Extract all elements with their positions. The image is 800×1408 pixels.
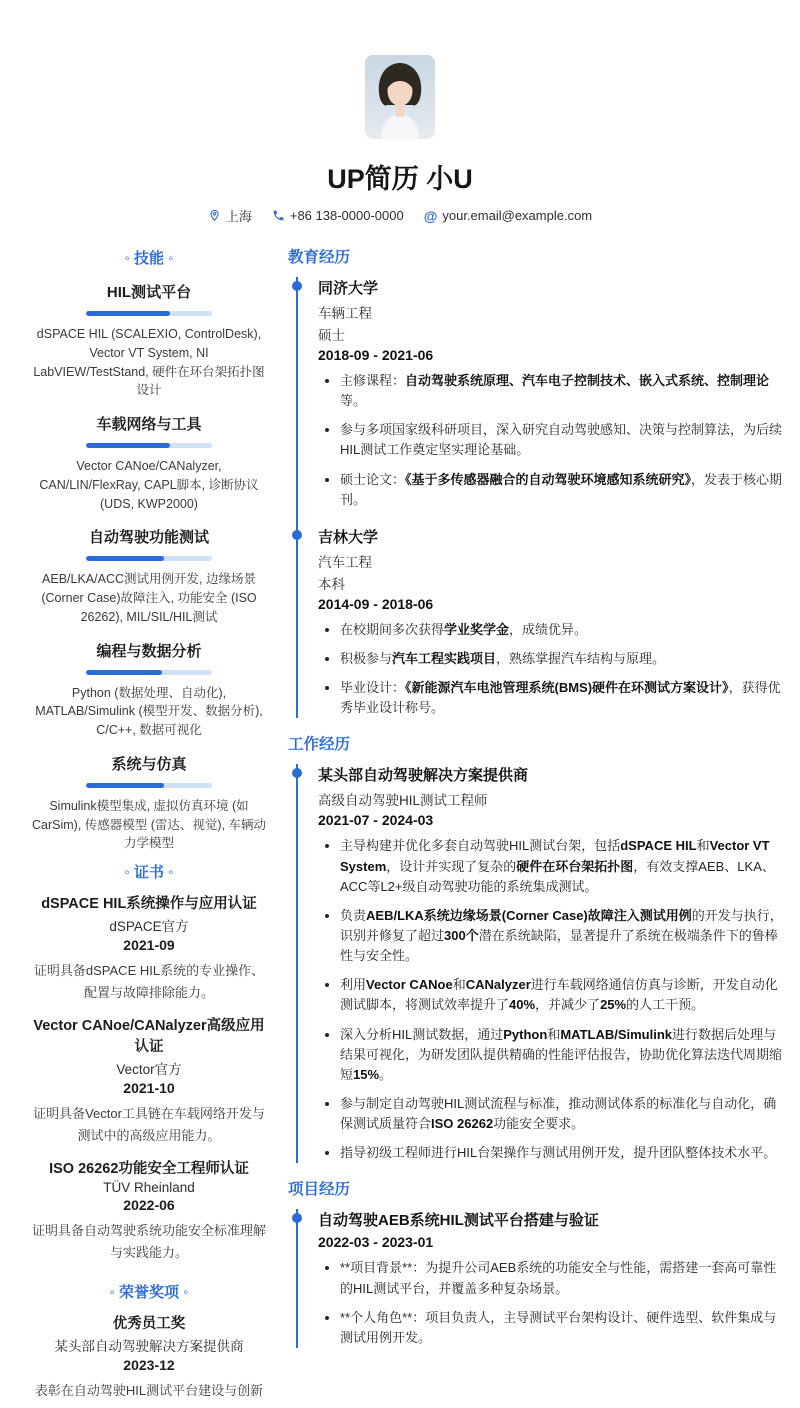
skill-description: Python (数据处理、自动化), MATLAB/Simulink (模型开发、数据分析), C/C++, 数据可视化 (35, 685, 263, 737)
entry-date: 2021-07 - 2024-03 (318, 812, 434, 829)
bullet-item: • 积极参与汽车工程实践项目，熟练掌握汽车结构与原理。 (340, 649, 785, 669)
entry-title: 某头部自动驾驶解决方案提供商 (318, 767, 529, 785)
certs-item (30, 892, 268, 1004)
awards-item-description: 表彰在自动驾驶HIL测试平台建设与创新 (34, 1382, 264, 1398)
skill-name: 系统与仿真 (111, 755, 187, 773)
contact-text: your.email@example.com (442, 208, 593, 223)
skill-name: 车载网络与工具 (96, 416, 202, 433)
location-icon (208, 209, 221, 222)
entry-date: 2014-09 - 2018-06 (318, 595, 434, 612)
entry-subtitle: 本科 (318, 576, 345, 592)
bullet-item: • 参与制定自动驾驶HIL测试流程与标准，推动测试体系的标准化与自动化，确保测试质量符合ISO 26262功能安全要求。 (340, 1094, 785, 1134)
skill-level-bar (86, 783, 212, 788)
skill-name: HIL测试平台 (106, 284, 192, 301)
entry-subtitle: 汽车工程 (318, 554, 372, 570)
skill-group (30, 526, 268, 626)
skill-level-bar (86, 443, 212, 448)
left-column (30, 239, 268, 1408)
bullet-item: • 在校期间多次获得学业奖学金，成绩优异。 (340, 620, 785, 640)
section-title: 教育经历 (288, 249, 351, 266)
entry-subtitle: 硕士 (318, 328, 345, 343)
timeline-dot (292, 281, 302, 291)
skill-level-bar (86, 311, 212, 316)
certs-item-description: 证明具备Vector工具链在车载网络开发与测试中的高级应用能力。 (33, 1106, 265, 1144)
bullet-item: • 负责AEB/LKA系统边缘场景(Corner Case)故障注入测试用例的开发与执行，识别并修复了超过300个潜在系统缺陷，显著提升了系统在极端条件下的鲁棒性与安全性。 (340, 906, 785, 966)
awards-item-issuer: 某头部自动驾驶解决方案提供商 (54, 1338, 244, 1354)
bullet-list (318, 1258, 785, 1348)
entry-title: 自动驾驶AEB系统HIL测试平台搭建与验证 (318, 1212, 599, 1230)
bullet-item: • 主导构建并优化多套自动驾驶HIL测试台架，包括dSPACE HIL和Vector VT System，设计并实现了复杂的硬件在环台架拓扑图，有效支撑AEB、LKA、ACC等L2+级自动驾驶功能的系统集成测试。 (340, 836, 785, 896)
bullet-item: • 深入分析HIL测试数据，通过Python和MATLAB/Simulink进行数据后处理与结果可视化，为研发团队提供精确的性能评估报告，协助优化算法迭代周期缩短15%。 (340, 1025, 785, 1085)
skill-level-bar (86, 556, 212, 561)
bullet-item: • 参与多项国家级科研项目，深入研究自动驾驶感知、决策与控制算法，为后续HIL测试工作奠定坚实理论基础。 (340, 420, 785, 460)
section-title: 工作经历 (288, 736, 351, 754)
skill-group (30, 753, 268, 853)
awards-section (30, 1281, 268, 1402)
awards-section-title: ◦ 荣誉奖项 ◦ (30, 1281, 268, 1302)
timeline-entry (298, 277, 785, 510)
contact-item (272, 208, 404, 223)
bullet-item: • **项目背景**：为提升公司AEB系统的功能安全与性能，需搭建一套高可靠性的HIL测试平台，并覆盖多种复杂场景。 (340, 1258, 785, 1298)
contact-row (0, 206, 800, 225)
bullet-item: • 硕士论文：《基于多传感器融合的自动驾驶环境感知系统研究》，发表于核心期刊。 (340, 470, 785, 510)
skill-level-fill (86, 783, 164, 788)
bullet-item: • 利用Vector CANoe和CANalyzer进行车载网络通信仿真与诊断，开发自动化测试脚本，将测试效率提升了40%，并减少了25%的人工干预。 (340, 975, 785, 1015)
resume-body (0, 225, 800, 1408)
certs-item-name: Vector CANoe/CANalyzer高级应用认证 (33, 1018, 265, 1056)
timeline (296, 764, 785, 1163)
bullet-list (318, 371, 785, 510)
timeline-dot (292, 768, 302, 778)
entry-title: 同济大学 (318, 280, 379, 297)
bullet-item: • 主修课程：自动驾驶系统原理、汽车电子控制技术、嵌入式系统、控制理论等。 (340, 371, 785, 411)
entry-subtitle: 高级自动驾驶HIL测试工程师 (318, 793, 488, 809)
candidate-name: UP简历 小U (327, 164, 473, 194)
certs-item-issuer: Vector官方 (116, 1062, 182, 1078)
certs-item-description: 证明具备dSPACE HIL系统的专业操作、配置与故障排除能力。 (33, 963, 265, 1001)
skill-group (30, 640, 268, 740)
entry-date: 2022-03 - 2023-01 (318, 1234, 434, 1251)
bullet-list (318, 836, 785, 1163)
bullet-item: • **个人角色**：项目负责人，主导测试平台架构设计、硬件选型、软件集成与测试用例开发。 (340, 1308, 785, 1348)
certs-item-description: 证明具备自动驾驶系统功能安全标准理解与实践能力。 (31, 1223, 266, 1261)
certs-item-issuer: dSPACE官方 (109, 919, 189, 934)
awards-item-date: 2023-12 (123, 1356, 175, 1373)
skill-description: dSPACE HIL (SCALEXIO, ControlDesk), Vector VT System, NI LabVIEW/TestStand, 硬件在环台架拓扑图设计 (33, 327, 265, 398)
entry-subtitle: 车辆工程 (318, 306, 372, 321)
skill-group (30, 413, 268, 513)
certs-section-title: ◦ 证书 ◦ (30, 861, 268, 882)
timeline-dot (292, 1213, 302, 1223)
skill-description: AEB/LKA/ACC测试用例开发, 边缘场景(Corner Case)故障注入, 功能安全 (ISO 26262), MIL/SIL/HIL测试 (41, 572, 257, 624)
section-title: 项目经历 (288, 1181, 351, 1199)
awards-item-name: 优秀员工奖 (112, 1315, 186, 1332)
bullet-list (318, 620, 785, 719)
certs-item-date: 2022-06 (123, 1197, 175, 1214)
certs-item-name: ISO 26262功能安全工程师认证 (49, 1161, 249, 1178)
certs-item-date: 2021-09 (123, 937, 175, 953)
phone-icon (272, 209, 285, 222)
timeline-entry (298, 526, 785, 719)
skill-description: Simulink模型集成, 虚拟仿真环境 (如CarSim), 传感器模型 (雷达、视觉), 车辆动力学模型 (31, 798, 267, 851)
timeline-dot (292, 530, 302, 540)
skill-description: Vector CANoe/CANalyzer, CAN/LIN/FlexRay, CAPL脚本, 诊断协议 (UDS, KWP2000) (39, 459, 259, 511)
avatar (365, 55, 435, 139)
skills-section-title: ◦ 技能 ◦ (30, 247, 268, 268)
awards-item (30, 1312, 268, 1402)
bullet-item: • 指导初级工程师进行HIL台架操作与测试用例开发，提升团队整体技术水平。 (340, 1143, 785, 1163)
contact-text: +86 138-0000-0000 (289, 208, 404, 223)
bullet-item: • 毕业设计：《新能源汽车电池管理系统(BMS)硬件在环测试方案设计》，获得优秀毕业设计称号。 (340, 678, 785, 718)
skill-level-fill (86, 443, 170, 448)
certs-item-issuer: TÜV Rheinland (103, 1180, 195, 1196)
timeline-entry (298, 764, 785, 1163)
contact-item: @ your.email@example.com (423, 207, 593, 224)
certs-item-name: dSPACE HIL系统操作与应用认证 (41, 896, 257, 912)
skill-group (30, 281, 268, 400)
timeline (296, 277, 785, 718)
timeline-entry (298, 1209, 785, 1348)
skill-level-bar (86, 670, 212, 675)
right-column (288, 239, 785, 1362)
certs-item-date: 2021-10 (123, 1080, 175, 1097)
certs-item (30, 1157, 268, 1264)
skill-level-fill (86, 556, 164, 561)
skill-level-fill (86, 670, 162, 675)
contact-text: 上海 (225, 209, 252, 224)
resume-header (0, 55, 800, 225)
entry-title: 吉林大学 (318, 528, 379, 546)
certs-item (30, 1014, 268, 1147)
skill-level-fill (86, 311, 170, 316)
skills-section (30, 247, 268, 853)
entry-date: 2018-09 - 2021-06 (318, 347, 434, 363)
skill-name: 自动驾驶功能测试 (88, 529, 209, 547)
contact-item (208, 206, 252, 225)
skill-name: 编程与数据分析 (96, 642, 202, 660)
portrait-photo-icon (365, 55, 435, 139)
timeline (296, 1209, 785, 1348)
certs-section (30, 861, 268, 1265)
